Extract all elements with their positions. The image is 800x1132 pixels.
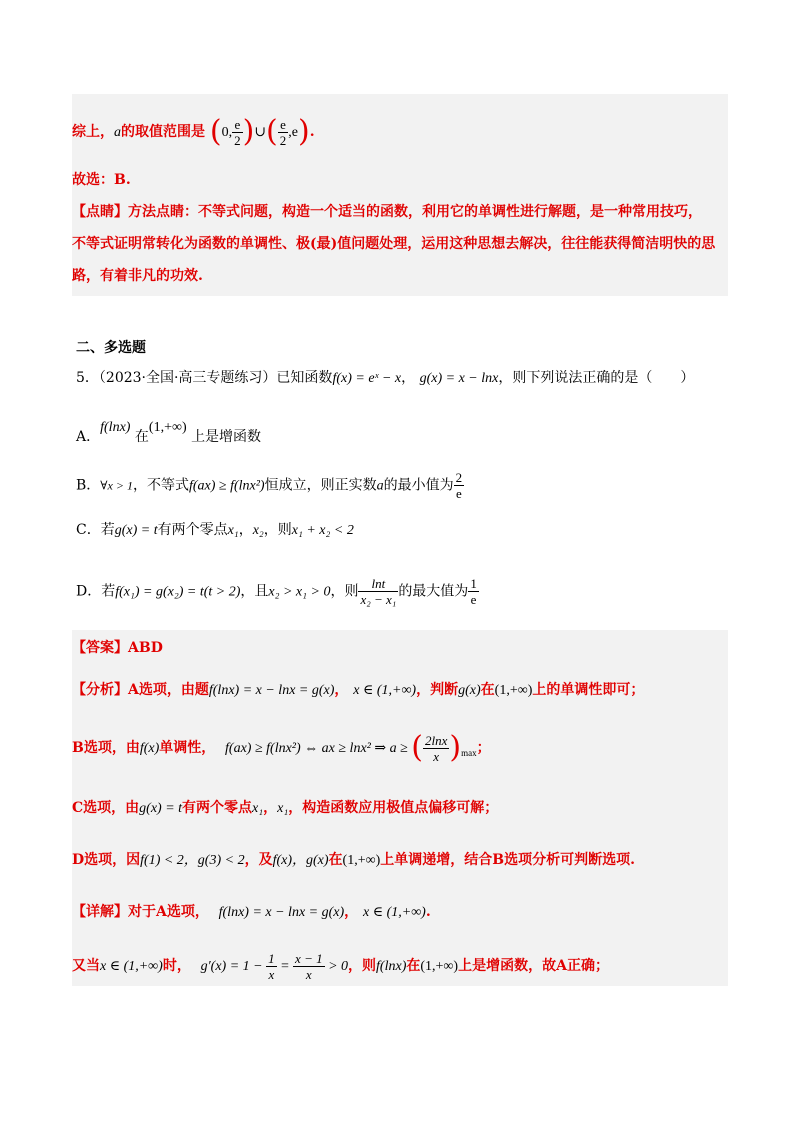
analysis-a: 【分析】A选项，由题f(lnx) = x − lnx = g(x)， x ∈ (1,+∞)，判断g(x)在(1,+∞)上的单调性即可； bbox=[72, 682, 645, 698]
answer-line: 【答案】ABD bbox=[72, 640, 163, 656]
section-title: 二、多选题 bbox=[76, 340, 146, 356]
tip-line-1: 【点睛】方法点睛：不等式问题，构造一个适当的函数，利用它的单调性进行解题，是一种常用技巧， bbox=[72, 204, 702, 220]
option-a[interactable]: A．f(lnx) 在(1,+∞) 上是增函数 bbox=[76, 420, 262, 445]
analysis-d: D选项，因f(1) < 2，g(3) < 2，及f(x)，g(x)在(1,+∞)上单调递增，结合B选项分析可判断选项. bbox=[72, 852, 635, 868]
detail-a: 【详解】对于A选项， f(lnx) = x − lnx = g(x)， x ∈ (1,+∞). bbox=[72, 904, 431, 920]
option-b[interactable]: B．∀x > 1，不等式f(ax) ≥ f(lnx²)恒成立，则正实数a的最小值为 $\frac{2}{e}$ bbox=[76, 470, 463, 501]
conclusion-line: 综上，a的取值范围是 (0, $\frac{e}{2}$ )∪( $\frac{e}{2}$ ,e). bbox=[72, 114, 315, 149]
question-stem: 5．（2023·全国·高三专题练习）已知函数f(x) = eˣ − x， g(x) = x − lnx，则下列说法正确的是（ ） bbox=[76, 370, 695, 386]
answer-block bbox=[72, 630, 728, 986]
tip-line-3: 路，有着非凡的功效. bbox=[72, 268, 203, 284]
analysis-b: B选项，由f(x)单调性， f(ax) ≥ f(lnx²) ⇔ ax ≥ lnx² ⇒ a ≥ ( $\frac{2\ln x}{x}$ )$_{max}$； bbox=[72, 730, 491, 765]
detail-a-2: 又当x ∈ (1,+∞)时， g′(x) = 1 − $\frac{1}{x}$ = $\frac{x - 1}{x}$ > 0，则f(lnx)在(1,+∞)上是增函数，故A正确； bbox=[72, 950, 609, 982]
analysis-c: C选项，由g(x) = t有两个零点x₁，x₁，构造函数应用极值点偏移可解； bbox=[72, 800, 499, 816]
tip-line-2: 不等式证明常转化为函数的单调性、极(最)值问题处理，运用这种思想去解决，往往能获得简洁明快的思 bbox=[72, 236, 716, 252]
choice-line: 故选：B. bbox=[72, 172, 131, 188]
summary-block bbox=[72, 94, 728, 296]
option-c[interactable]: C．若g(x) = t有两个零点x₁，x₂，则x₁ + x₂ < 2 bbox=[76, 522, 354, 538]
option-d[interactable]: D．若f(x₁) = g(x₂) = t(t > 2)，且x₂ > x₁ > 0，则 $\frac{\ln t}{\text{x₂ − x₁}}$ 的最大值为 $\frac{1}{e}$ bbox=[76, 576, 477, 607]
